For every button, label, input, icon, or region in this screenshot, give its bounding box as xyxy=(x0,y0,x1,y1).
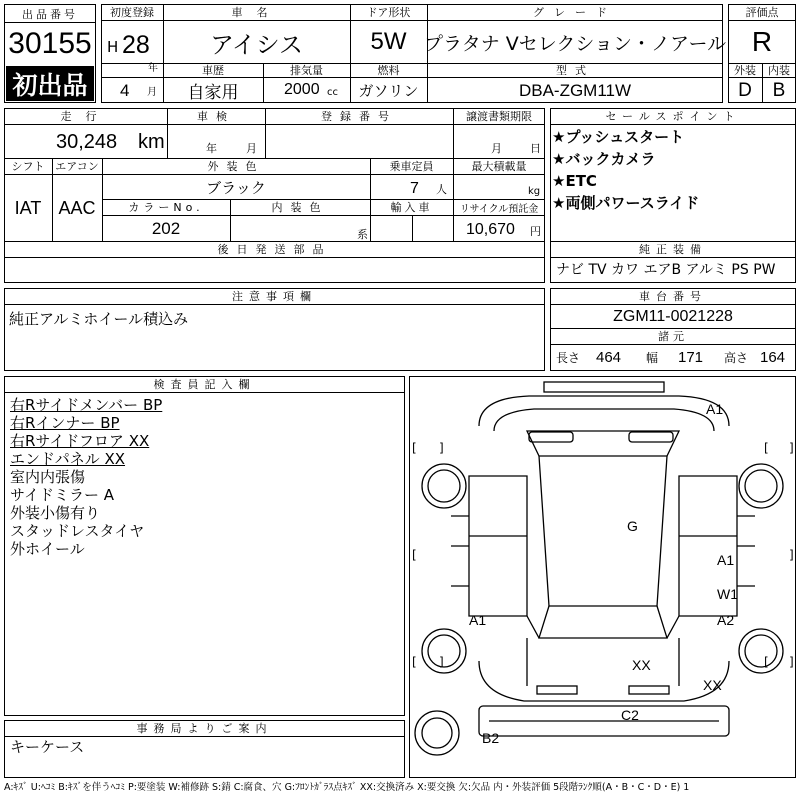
mark-rear-bumper: C2 xyxy=(621,707,639,723)
mark-rear-panel: B2 xyxy=(482,730,500,746)
era: H xyxy=(107,38,119,56)
office-label: 事務局よりご案内 xyxy=(136,722,273,735)
interior-color-label: 内装色 xyxy=(271,201,329,214)
color: ブラック xyxy=(206,178,266,197)
score: R xyxy=(751,26,773,57)
car-name-label: 車名 xyxy=(231,6,282,19)
svg-text:]: ] xyxy=(439,655,444,669)
length: 464 xyxy=(596,349,622,366)
notes-value: 純正アルミホイール積込み xyxy=(9,310,189,328)
reg-no-label: 登録番号 xyxy=(321,110,397,123)
width: 171 xyxy=(678,349,704,366)
exterior-label: 外装 xyxy=(734,64,756,77)
reg-year: 28 xyxy=(122,31,150,59)
transfer-day-unit: 日 xyxy=(530,142,541,155)
mark-roof: G xyxy=(627,518,638,534)
import-label: 輸入車 xyxy=(390,201,433,214)
inspector-note: 右Rインナー BP xyxy=(10,414,120,432)
mark-rear-center: XX xyxy=(632,657,651,673)
svg-text:]: ] xyxy=(789,548,794,562)
displacement: 2000 xyxy=(284,81,320,98)
year-unit: 年 xyxy=(148,63,158,74)
mark-rear-right: XX xyxy=(703,677,722,693)
capacity-unit: 人 xyxy=(436,183,447,196)
mark-front-bumper: A1 xyxy=(706,401,724,417)
max-load-unit: kg xyxy=(528,186,541,197)
sales-point-2: ★バックカメラ xyxy=(552,150,656,168)
transfer-label: 譲渡書類期限 xyxy=(466,110,532,123)
color-label: 外装色 xyxy=(207,160,265,173)
roof xyxy=(539,456,667,606)
color-no: 202 xyxy=(151,218,181,238)
svg-text:[: [ xyxy=(412,441,417,455)
svg-text:[: [ xyxy=(412,655,417,669)
shift: IAT xyxy=(14,197,42,218)
interior-grade: B xyxy=(772,79,786,101)
inspector-note: 外装小傷有り xyxy=(10,504,101,522)
inspector-note: サイドミラー A xyxy=(10,486,114,504)
max-load-label: 最大積載量 xyxy=(471,160,527,173)
later-parts-label: 後日発送部品 xyxy=(217,243,332,256)
history-label: 車歴 xyxy=(202,64,224,77)
equipment-label: 純正装備 xyxy=(639,243,707,256)
inspector-note: 室内内張傷 xyxy=(10,468,86,486)
inspector-note: 外ホイール xyxy=(10,540,85,558)
chassis-value: ZGM11-0021228 xyxy=(613,307,733,325)
svg-text:]: ] xyxy=(789,655,794,669)
score-label: 評価点 xyxy=(745,6,779,19)
doors: 5W xyxy=(370,28,407,55)
height: 164 xyxy=(760,349,786,366)
office-value: キーケース xyxy=(10,738,85,756)
interior-label: 内装 xyxy=(768,64,790,77)
mark-left-rear-door: A1 xyxy=(469,612,487,628)
svg-text:]: ] xyxy=(789,441,794,455)
dims-label: 諸元 xyxy=(658,330,688,343)
svg-text:]: ] xyxy=(439,441,444,455)
fuel-label: 燃料 xyxy=(377,64,400,77)
lot-label: 出品番号 xyxy=(22,7,78,21)
exterior-grade: D xyxy=(738,79,752,101)
svg-text:[: [ xyxy=(412,548,417,562)
fuel: ガソリン xyxy=(358,82,419,100)
shift-label: シフト xyxy=(11,160,45,173)
height-label: 高さ xyxy=(724,351,749,365)
inspection-month-unit: 月 xyxy=(246,142,257,155)
chassis-label: 車台番号 xyxy=(639,290,707,303)
mark-right-front-door: A1 xyxy=(717,552,735,568)
first-listing-badge: 初出品 xyxy=(6,66,94,101)
inspector-note: スタッドレスタイヤ xyxy=(10,522,145,540)
inspector-label: 検査員記入欄 xyxy=(153,378,256,391)
capacity: 7 xyxy=(410,180,419,197)
front-bumper xyxy=(544,382,664,392)
displacement-unit: cc xyxy=(327,87,338,98)
notes-label: 注意事項欄 xyxy=(232,290,317,303)
grade: プラタナ Vセレクション・ノアール xyxy=(423,32,727,55)
month-unit: 月 xyxy=(147,87,157,98)
color-no-label: カラーNo. xyxy=(128,201,204,214)
inspector-note: 右Rサイドメンバー BP xyxy=(10,396,163,414)
doors-label: ドア形状 xyxy=(366,6,411,19)
legend: A:ｷｽﾞ U:ﾍｺﾐ B:ｷｽﾞを伴うﾍｺﾐ P:要塗装 W:補修跡 S:錆 C:腐食、穴 G:ﾌﾛﾝﾄｶﾞﾗｽ点ｷｽﾞ XX:交換済み X:要交換 欠:欠品 内・外装評価 5段階ﾗﾝｸ順(A・B・C・D・E) 1 xyxy=(4,782,690,793)
mileage-label: 走行 xyxy=(60,110,111,123)
history: 自家用 xyxy=(187,83,239,103)
first-reg-label: 初度登録 xyxy=(110,6,154,19)
inspector-note: エンドパネル XX xyxy=(10,450,126,468)
windshield xyxy=(527,431,679,456)
model: DBA-ZGM11W xyxy=(518,80,632,100)
inspector-notes-list xyxy=(10,396,400,558)
reg-month: 4 xyxy=(120,81,130,100)
recycle-unit: 円 xyxy=(530,225,541,238)
model-label: 型式 xyxy=(556,64,594,77)
svg-text:[: [ xyxy=(764,655,769,669)
recycle: 10,670 xyxy=(466,221,515,238)
svg-text:[: [ xyxy=(764,441,769,455)
length-label: 長さ xyxy=(556,351,581,365)
mark-right-rear-door: W1 xyxy=(717,586,738,602)
mileage: 30,248 xyxy=(56,131,118,153)
recycle-label: リサイクル預託金 xyxy=(459,203,539,215)
transfer-month-unit: 月 xyxy=(491,142,502,155)
ac: AAC xyxy=(58,197,96,218)
car-diagram xyxy=(409,376,796,778)
width-label: 幅 xyxy=(646,351,659,365)
equipment-value: ナビ TV カワ エアB アルミ PS PW xyxy=(556,262,776,278)
interior-color-unit: 系 xyxy=(357,228,368,241)
inspection-year-unit: 年 xyxy=(206,142,217,155)
displacement-label: 排気量 xyxy=(290,64,323,77)
car-name: アイシス xyxy=(209,30,304,59)
mark-right-quarter: A2 xyxy=(717,612,735,628)
capacity-label: 乗車定員 xyxy=(389,160,434,173)
mileage-unit: km xyxy=(138,131,165,153)
ac-label: エアコン xyxy=(55,160,99,173)
sales-point-4: ★両側パワースライド xyxy=(552,194,700,212)
lot-number: 30155 xyxy=(8,27,92,60)
inspector-note: 右Rサイドフロア XX xyxy=(10,432,150,450)
inspection-label: 車検 xyxy=(197,110,235,123)
rear-section xyxy=(479,661,729,701)
sales-points-label: セールスポイント xyxy=(605,110,741,123)
grade-label: グレード xyxy=(533,6,617,19)
sales-point-1: ★プッシュスタート xyxy=(552,128,685,146)
sales-point-3: ★ETC xyxy=(552,172,597,190)
